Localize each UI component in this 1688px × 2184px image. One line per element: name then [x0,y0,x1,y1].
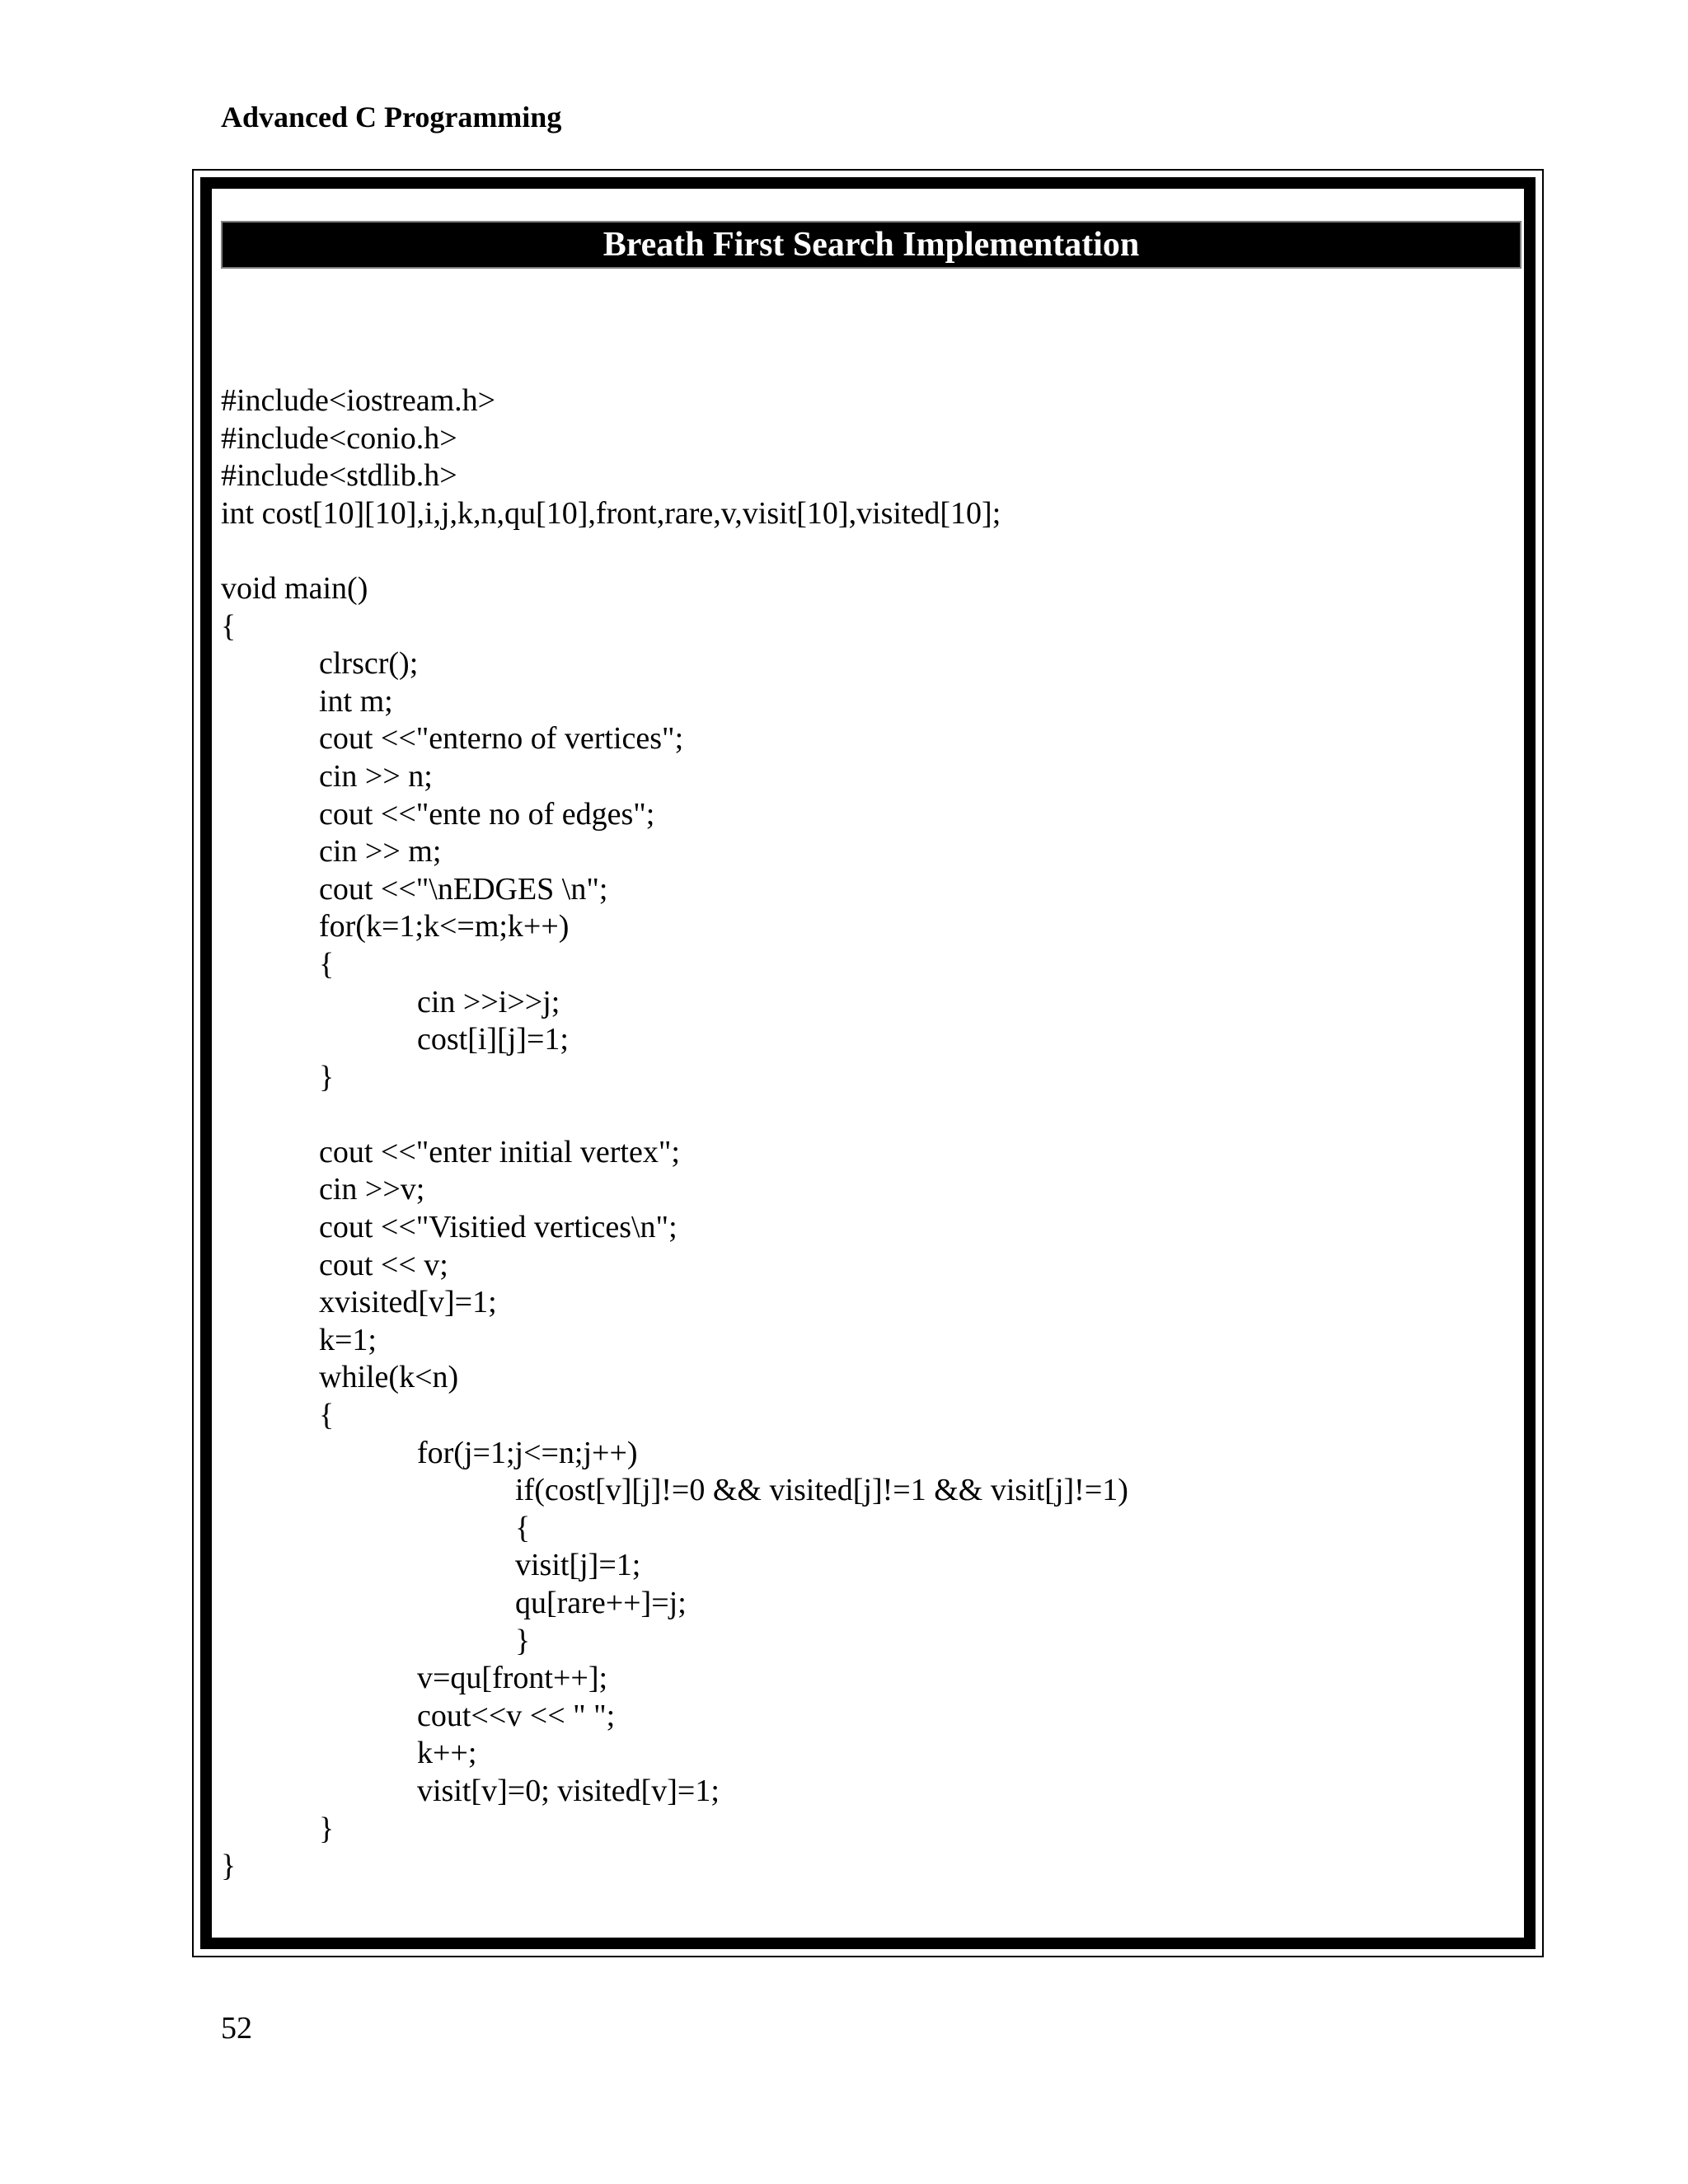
code-line: { [319,946,335,982]
code-line: cout <<"enterno of vertices"; [319,721,684,757]
code-line: clrscr(); [319,646,419,682]
code-line: k++; [417,1736,477,1771]
code-line: } [319,1059,335,1094]
code-line: int m; [319,683,393,719]
code-line: cout <<"enter initial vertex"; [319,1134,680,1169]
code-line: } [319,1811,335,1846]
code-line: if(cost[v][j]!=0 && visited[j]!=1 && visit[j]!=1) [515,1473,1128,1508]
code-line: v=qu[front++]; [417,1661,608,1696]
code-line: for(k=1;k<=m;k++) [319,909,570,944]
code-line: #include<conio.h> [221,420,457,456]
page-number: 52 [221,2011,252,2046]
code-line: qu[rare++]=j; [515,1586,687,1620]
code-line: cin >> m; [319,834,442,869]
running-header: Advanced C Programming [221,101,562,134]
code-line: cout <<"\nEDGES \n"; [319,871,608,907]
code-line: { [319,1398,335,1433]
code-line: for(j=1;j<=n;j++) [417,1435,638,1470]
code-line: while(k<n) [319,1360,459,1395]
code-line: { [221,608,237,644]
code-line: visit[j]=1; [515,1548,641,1583]
code-line: } [221,1849,237,1884]
code-line: xvisited[v]=1; [319,1285,497,1320]
code-line: { [515,1510,531,1545]
code-line: k=1; [319,1322,377,1357]
code-line: cin >>i>>j; [417,984,560,1019]
code-line [221,1096,1507,1134]
code-line: cost[i][j]=1; [417,1022,569,1057]
code-line: cout <<"Visitied vertices\n"; [319,1210,678,1245]
section-title: Breath First Search Implementation [221,221,1522,269]
code-line: cin >> n; [319,758,433,794]
code-listing [221,382,1507,1886]
code-line: } [515,1623,531,1658]
code-line: cout << v; [319,1247,448,1282]
code-line: void main() [221,570,368,606]
code-line: cout<<v << " "; [417,1698,616,1733]
code-line: cin >>v; [319,1172,425,1207]
code-line: #include<stdlib.h> [221,458,457,494]
code-line: #include<iostream.h> [221,383,496,418]
code-line: visit[v]=0; visited[v]=1; [417,1773,720,1808]
code-line: int cost[10][10],i,j,k,n,qu[10],front,rare,v,visit[10],visited[10]; [221,495,1001,531]
code-line [221,532,1507,570]
code-line: cout <<"ente no of edges"; [319,796,655,832]
